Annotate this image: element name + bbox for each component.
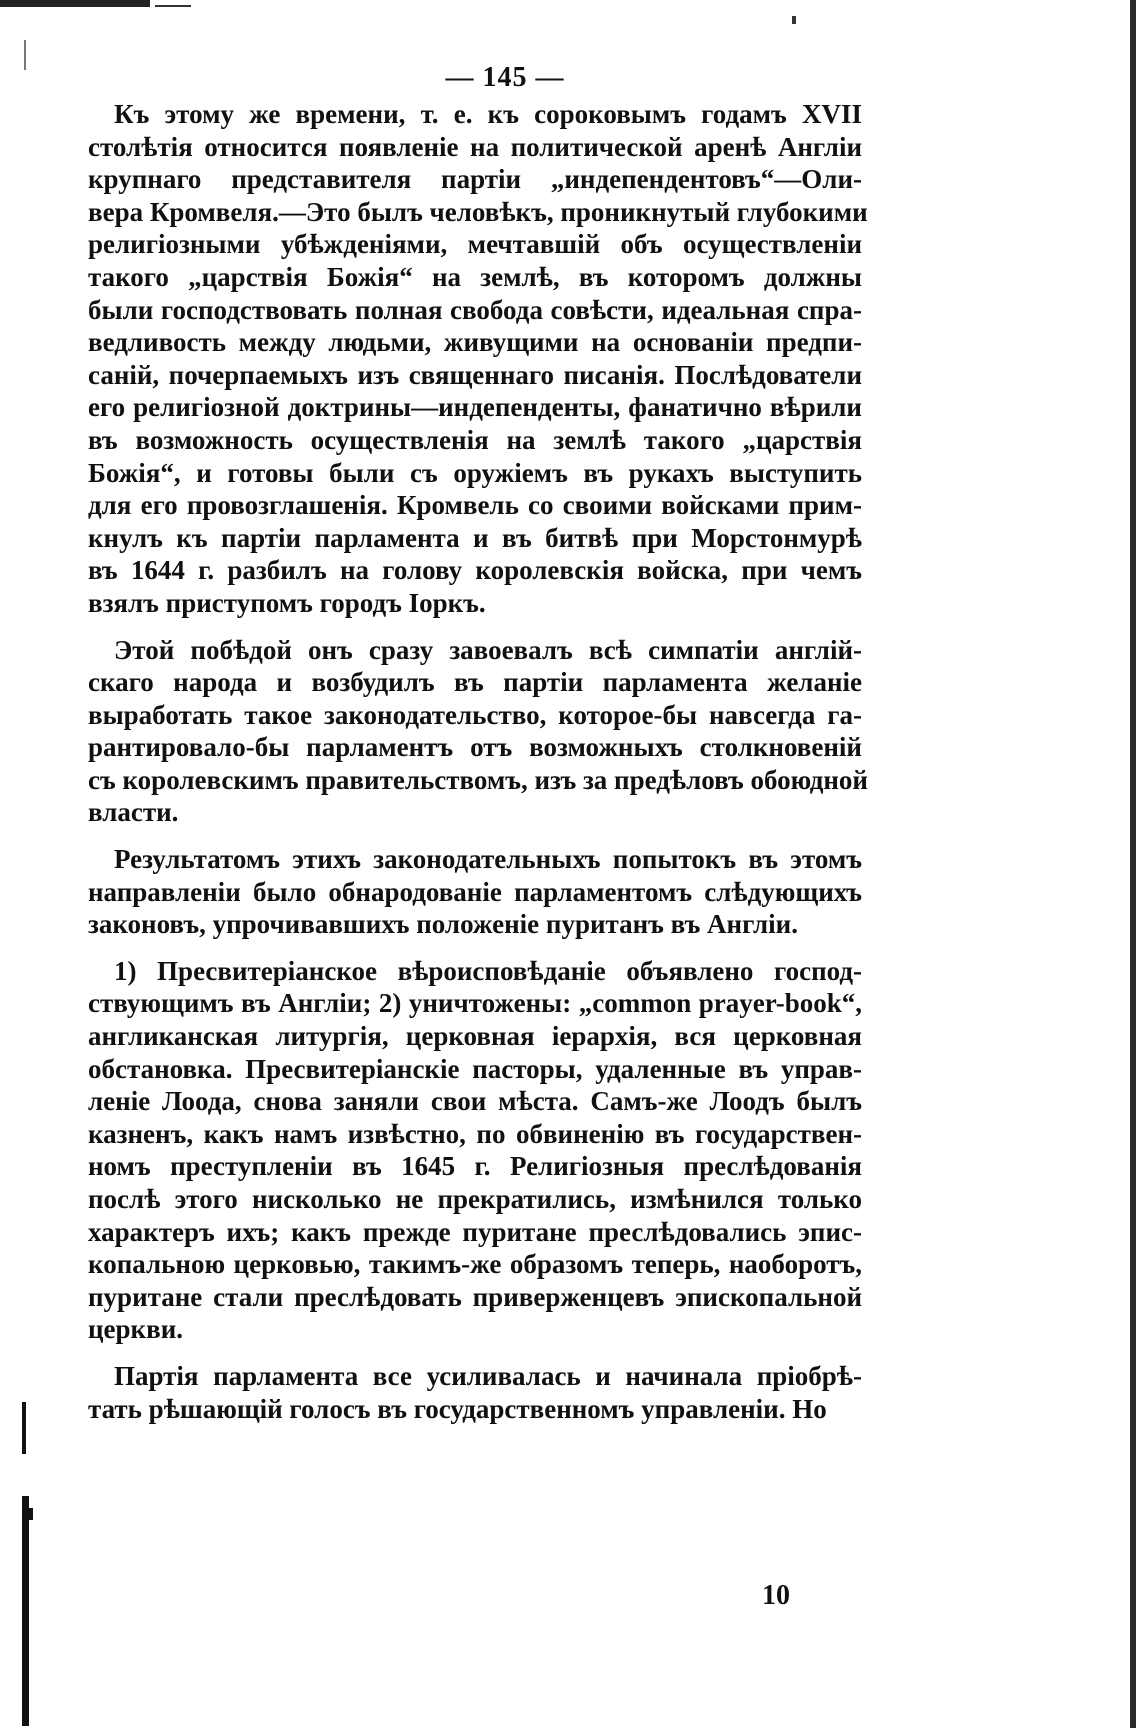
- text-line: религіозными убѣжденіями, мечтавшій объ осуществленіи: [88, 229, 862, 260]
- text-line: обстановка. Пресвитеріанскіе пасторы, удаленные въ управ-: [88, 1053, 862, 1084]
- paragraph-gap: [88, 829, 862, 843]
- text-line: пуритане стали преслѣдовать приверженцевъ эпископальной: [88, 1281, 862, 1312]
- text-line: направленіи было обнародованіе парламентомъ слѣдующихъ: [88, 876, 862, 907]
- text-line: взялъ приступомъ городъ Іоркъ.: [88, 587, 486, 618]
- text-line: кнулъ къ партіи парламента и въ битвѣ при Морстонмурѣ: [88, 522, 862, 553]
- text-line: леніе Лоода, снова заняли свои мѣста. Самъ-же Лоодъ былъ: [88, 1086, 862, 1117]
- signature-mark: 10: [762, 1580, 790, 1611]
- paragraph-gap: [88, 1346, 862, 1360]
- paragraph: [88, 634, 868, 830]
- text-line: тать рѣшающій голосъ въ государственномъ управленіи. Но: [88, 1393, 827, 1424]
- text-line: его религіозной доктрины—индепенденты, фанатично вѣрили: [88, 392, 862, 423]
- text-line: такого „царствія Божія“ на землѣ, въ которомъ должны: [88, 261, 862, 292]
- text-line: власти.: [88, 797, 179, 828]
- text-line: Божія“, и готовы были съ оружіемъ въ рукахъ выступить: [88, 457, 862, 488]
- paragraph: [88, 98, 868, 620]
- paragraph: [88, 843, 862, 941]
- text-line: характеръ ихъ; какъ прежде пуритане преслѣдовались эпис-: [88, 1216, 862, 1247]
- text-line: съ королевскимъ правительствомъ, изъ за предѣловъ обоюдной: [88, 764, 868, 795]
- text-line: саній, почерпаемыхъ изъ священнаго писанія. Послѣдователи: [88, 359, 862, 390]
- text-line: церкви.: [88, 1314, 184, 1345]
- text-line: Результатомъ этихъ законодательныхъ попытокъ въ этомъ: [114, 844, 862, 875]
- text-line: вера Кромвеля.—Это былъ человѣкъ, проникнутый глубокими: [88, 196, 868, 227]
- scan-artifact: [22, 1402, 26, 1454]
- text-line: крупнаго представителя партіи „индепендентовъ“—Оли-: [88, 164, 862, 195]
- text-line: казненъ, какъ намъ извѣстно, по обвиненію въ государствен-: [88, 1118, 862, 1149]
- text-line: выработать такое законодательство, которое-бы навсегда га-: [88, 699, 862, 730]
- text-line: въ 1644 г. разбилъ на голову королевскія войска, при чемъ: [88, 555, 862, 586]
- text-line: Этой побѣдой онъ сразу завоевалъ всѣ симпатіи англій-: [114, 634, 862, 665]
- text-line: Къ этому же времени, т. е. къ сороковымъ годамъ XVII: [114, 99, 862, 129]
- scan-artifact: [792, 16, 796, 24]
- text-line: были господствовать полная свобода совѣсти, идеальная спра-: [88, 294, 862, 325]
- scan-artifact: [155, 5, 191, 7]
- text-line: скаго народа и возбудилъ въ партіи парламента желаніе: [88, 667, 862, 698]
- text-line: столѣтія относится появленіе на политической аренѣ Англіи: [88, 131, 862, 162]
- text-line: ствующимъ въ Англіи; 2) уничтожены: „common prayer-book“,: [88, 988, 862, 1019]
- text-line: законовъ, упрочивавшихъ положеніе пуританъ въ Англіи.: [88, 909, 798, 940]
- text-line: въ возможность осуществленія на землѣ такого „царствія: [88, 424, 862, 455]
- paragraph-gap: [88, 941, 862, 955]
- text-line: для его провозглашенія. Кромвель со своими войсками прим-: [88, 490, 862, 521]
- paragraph-gap: [88, 620, 862, 634]
- text-line: 1) Пресвитеріанское вѣроисповѣданіе объявлено господ-: [114, 955, 862, 986]
- text-line: англиканская литургія, церковная іерархія, вся церковная: [88, 1021, 862, 1052]
- text-line: копальною церковью, такимъ-же образомъ теперь, наоборотъ,: [88, 1249, 862, 1280]
- text-line: ведливость между людьми, живущими на основаніи предпи-: [88, 327, 862, 358]
- text-line: рантировало-бы парламентъ отъ возможныхъ столкновеній: [88, 732, 862, 763]
- page-edge: [1130, 0, 1136, 1728]
- scan-artifact: [29, 1508, 33, 1520]
- scan-artifact: [0, 0, 150, 7]
- text-line: Партія парламента все усиливалась и начинала пріобрѣ-: [114, 1360, 862, 1391]
- paragraph: [88, 955, 862, 1346]
- text-line: послѣ этого нисколько не прекратились, измѣнился только: [88, 1184, 862, 1214]
- text-line: номъ преступленіи въ 1645 г. Религіозныя преслѣдованія: [88, 1151, 862, 1182]
- scan-artifact: [22, 1496, 29, 1726]
- body-text: [88, 98, 868, 1425]
- page-number: — 145 —: [445, 62, 565, 93]
- paragraph: [88, 1360, 862, 1425]
